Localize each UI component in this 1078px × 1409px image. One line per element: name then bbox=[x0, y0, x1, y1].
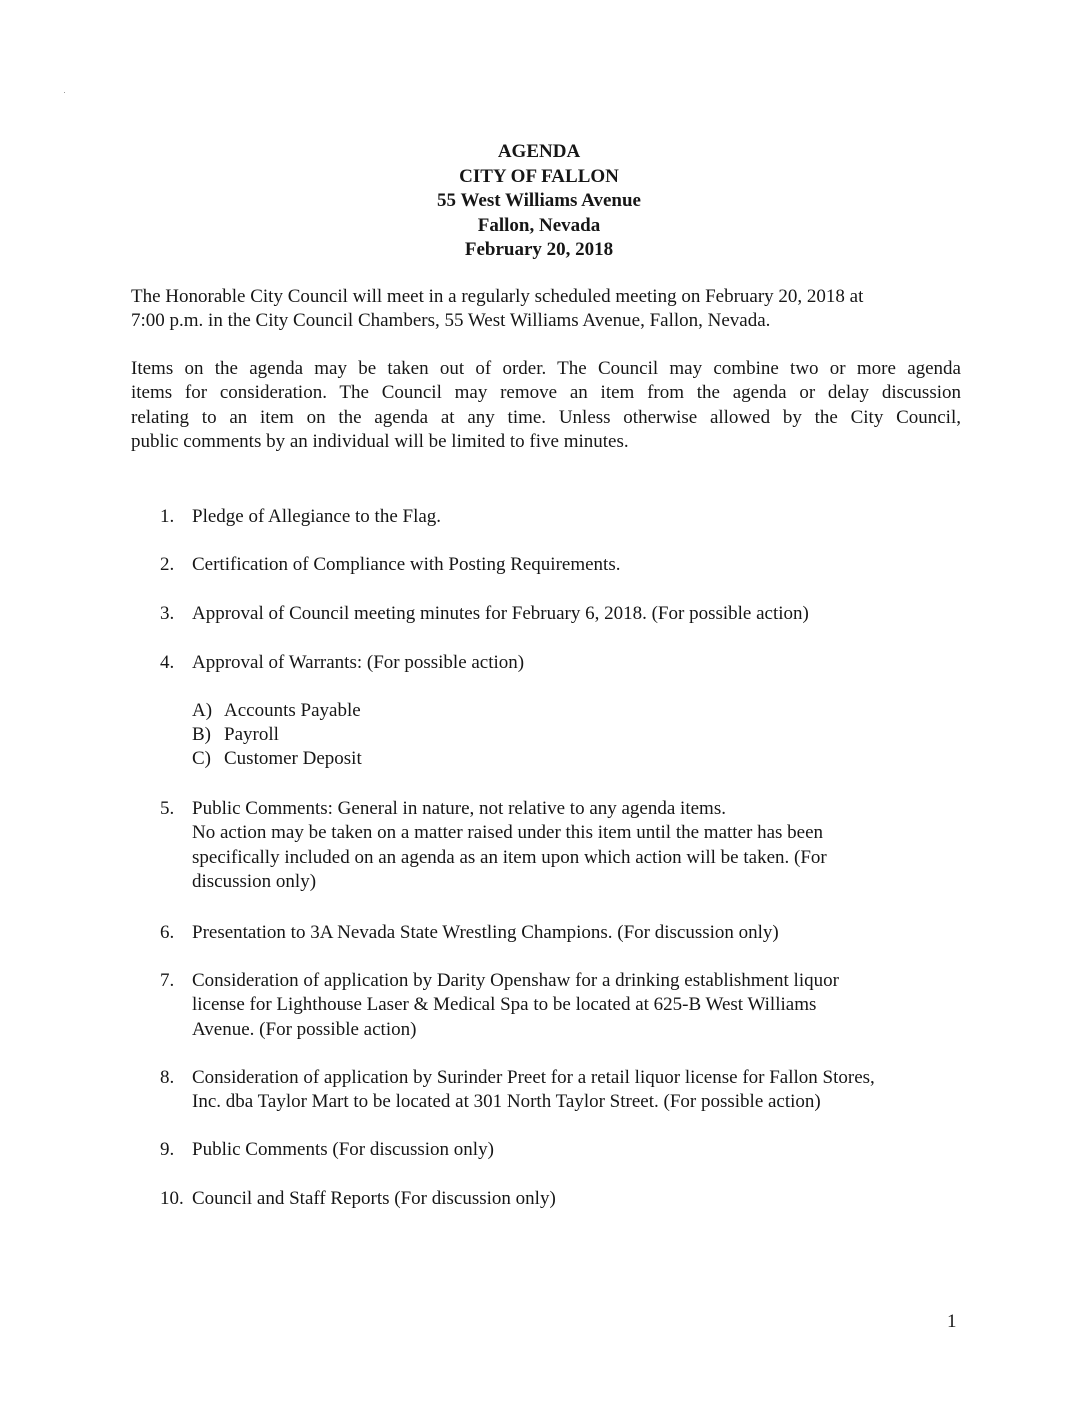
warrant-subitem bbox=[192, 747, 362, 772]
item-text: No action may be taken on a matter raised under this item until the matter has been bbox=[192, 822, 824, 844]
item-text: Consideration of application by Surinder Preet for a retail liquor license for Fallon Stores, bbox=[192, 1067, 875, 1088]
item-number: 8. bbox=[160, 1067, 175, 1088]
item-number: 10. bbox=[160, 1188, 184, 1209]
item-number: 6. bbox=[160, 922, 175, 943]
item-text: specifically included on an agenda as an item upon which action will be taken. (For bbox=[192, 846, 827, 868]
scan-speck bbox=[64, 92, 65, 93]
intro-line: The Honorable City Council will meet in a regularly scheduled meeting on February 20, 2018 at bbox=[131, 286, 864, 307]
item-number: 2. bbox=[160, 554, 175, 575]
item-text: Inc. dba Taylor Mart to be located at 301 North Taylor Street. (For possible action) bbox=[192, 1091, 821, 1113]
item-text: Public Comments: General in nature, not relative to any agenda items. bbox=[192, 798, 726, 819]
page-number: 1 bbox=[947, 1311, 957, 1332]
item-text: Certification of Compliance with Posting Requirements. bbox=[192, 554, 621, 575]
rules-line: items for consideration. The Council may remove an item from the agenda or delay discussion bbox=[131, 382, 961, 404]
header-city: CITY OF FALLON bbox=[459, 165, 619, 187]
item-number: 9. bbox=[160, 1139, 175, 1160]
item-text: discussion only) bbox=[192, 870, 317, 892]
item-text: Consideration of application by Darity Openshaw for a drinking establishment liquor bbox=[192, 970, 839, 991]
item-text: Presentation to 3A Nevada State Wrestling Champions. (For discussion only) bbox=[192, 922, 779, 943]
item-number: 7. bbox=[160, 970, 175, 991]
item-text: Council and Staff Reports (For discussion only) bbox=[192, 1188, 556, 1209]
item-number: 5. bbox=[160, 798, 175, 819]
header-location: Fallon, Nevada bbox=[477, 214, 601, 236]
rules-line: relating to an item on the agenda at any time. Unless otherwise allowed by the City Council, bbox=[131, 406, 961, 428]
header-address: 55 West Williams Avenue bbox=[437, 190, 641, 211]
subitem-label: Customer Deposit bbox=[224, 748, 362, 769]
item-number: 1. bbox=[160, 506, 175, 527]
item-text: Pledge of Allegiance to the Flag. bbox=[192, 506, 442, 527]
subitem-letter: A) bbox=[192, 700, 213, 721]
item-text: Approval of Council meeting minutes for February 6, 2018. (For possible action) bbox=[192, 603, 809, 624]
rules-line: public comments by an individual will be limited to five minutes. bbox=[131, 430, 629, 452]
intro-paragraph bbox=[131, 285, 961, 334]
item-text: license for Lighthouse Laser & Medical Spa to be located at 625-B West Williams bbox=[192, 994, 817, 1016]
item-number: 4. bbox=[160, 652, 175, 673]
warrant-subitem bbox=[192, 723, 279, 748]
subitem-label: Accounts Payable bbox=[224, 700, 361, 721]
item-text: Approval of Warrants: (For possible action) bbox=[192, 652, 525, 673]
subitem-letter: C) bbox=[192, 748, 211, 769]
rules-line: Items on the agenda may be taken out of order. The Council may combine two or more agenda bbox=[131, 358, 961, 379]
intro-line: 7:00 p.m. in the City Council Chambers, 55 West Williams Avenue, Fallon, Nevada. bbox=[131, 310, 771, 332]
item-text: Public Comments (For discussion only) bbox=[192, 1139, 494, 1160]
header-date: February 20, 2018 bbox=[464, 239, 614, 260]
subitem-letter: B) bbox=[192, 724, 211, 745]
warrant-subitem bbox=[192, 699, 361, 724]
agenda-header bbox=[0, 140, 1078, 263]
rules-paragraph bbox=[131, 357, 961, 454]
header-title: AGENDA bbox=[497, 141, 581, 162]
subitem-label: Payroll bbox=[224, 724, 279, 745]
item-text: Avenue. (For possible action) bbox=[192, 1018, 417, 1040]
item-number: 3. bbox=[160, 603, 175, 624]
